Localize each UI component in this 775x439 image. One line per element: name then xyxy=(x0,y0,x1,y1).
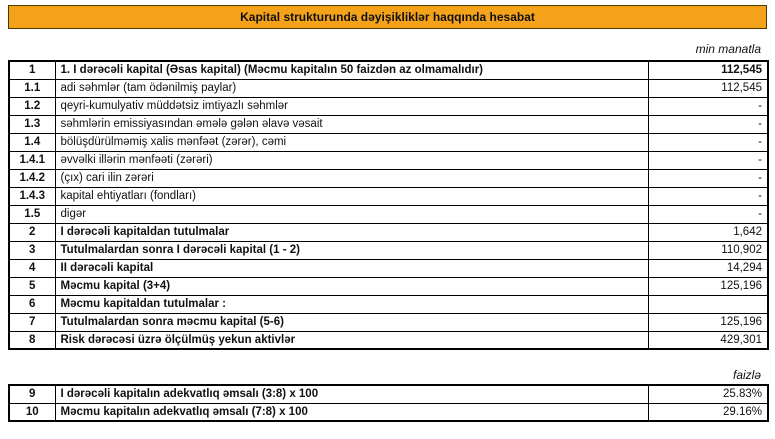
row-label: digər xyxy=(55,205,648,223)
table-row xyxy=(9,115,768,133)
adequacy-ratio-table xyxy=(8,384,769,422)
row-value: - xyxy=(648,187,768,205)
row-value xyxy=(648,295,768,313)
row-number: 5 xyxy=(9,277,55,295)
table-row xyxy=(9,205,768,223)
unit-note-thousand-manats: min manatla xyxy=(695,42,761,56)
table-row xyxy=(9,79,768,97)
row-label: Tutulmalardan sonra məcmu kapital (5-6) xyxy=(55,313,648,331)
row-number: 3 xyxy=(9,241,55,259)
row-number: 9 xyxy=(9,385,55,403)
row-value: - xyxy=(648,205,768,223)
row-label: adi səhmlər (tam ödənilmiş paylar) xyxy=(55,79,648,97)
row-value: - xyxy=(648,133,768,151)
row-number: 1.2 xyxy=(9,97,55,115)
row-value: - xyxy=(648,169,768,187)
row-label: Məcmu kapitalın adekvatlıq əmsalı (7:8) x 100 xyxy=(55,403,648,421)
row-label: Məcmu kapitaldan tutulmalar : xyxy=(55,295,648,313)
table-row xyxy=(9,151,768,169)
row-number: 1.4.1 xyxy=(9,151,55,169)
row-value: 112,545 xyxy=(648,61,768,79)
row-value: - xyxy=(648,115,768,133)
row-value: 29.16% xyxy=(648,403,768,421)
row-number: 1.4.2 xyxy=(9,169,55,187)
row-value: - xyxy=(648,97,768,115)
row-label: Risk dərəcəsi üzrə ölçülmüş yekun aktivlər xyxy=(55,331,648,349)
row-label: əvvəlki illərin mənfəəti (zərəri) xyxy=(55,151,648,169)
table-row xyxy=(9,385,768,403)
row-label: Tutulmalardan sonra I dərəcəli kapital (1 - 2) xyxy=(55,241,648,259)
capital-structure-table xyxy=(8,60,769,350)
row-number: 1.3 xyxy=(9,115,55,133)
row-label: bölüşdürülməmiş xalis mənfəət (zərər), cəmi xyxy=(55,133,648,151)
row-value: 14,294 xyxy=(648,259,768,277)
row-value: - xyxy=(648,151,768,169)
row-number: 4 xyxy=(9,259,55,277)
table-row xyxy=(9,259,768,277)
row-number: 7 xyxy=(9,313,55,331)
row-label: 1. I dərəcəli kapital (Əsas kapital) (Məcmu kapitalın 50 faizdən az olmamalıdır) xyxy=(55,61,648,79)
table-row xyxy=(9,169,768,187)
table-row xyxy=(9,61,768,79)
row-number: 10 xyxy=(9,403,55,421)
report-title: Kapital strukturunda dəyişikliklər haqqında hesabat xyxy=(240,10,535,24)
row-value: 125,196 xyxy=(648,277,768,295)
table-row xyxy=(9,223,768,241)
row-value: 25.83% xyxy=(648,385,768,403)
row-number: 1 xyxy=(9,61,55,79)
row-number: 6 xyxy=(9,295,55,313)
table-row xyxy=(9,97,768,115)
row-value: 1,642 xyxy=(648,223,768,241)
row-label: II dərəcəli kapital xyxy=(55,259,648,277)
row-label: Məcmu kapital (3+4) xyxy=(55,277,648,295)
row-value: 429,301 xyxy=(648,331,768,349)
row-number: 1.1 xyxy=(9,79,55,97)
row-label: (çıx) cari ilin zərəri xyxy=(55,169,648,187)
report-title-bar xyxy=(8,5,767,29)
row-value: 112,545 xyxy=(648,79,768,97)
row-label: I dərəcəli kapitalın adekvatlıq əmsalı (3:8) x 100 xyxy=(55,385,648,403)
table-row xyxy=(9,295,768,313)
row-number: 8 xyxy=(9,331,55,349)
row-label: kapital ehtiyatları (fondları) xyxy=(55,187,648,205)
table-row xyxy=(9,133,768,151)
row-number: 1.4 xyxy=(9,133,55,151)
row-label: səhmlərin emissiyasından əmələ gələn əlavə vəsait xyxy=(55,115,648,133)
table-row xyxy=(9,241,768,259)
row-number: 1.4.3 xyxy=(9,187,55,205)
table-row xyxy=(9,187,768,205)
row-label: I dərəcəli kapitaldan tutulmalar xyxy=(55,223,648,241)
row-label: qeyri-kumulyativ müddətsiz imtiyazlı səhmlər xyxy=(55,97,648,115)
table-row xyxy=(9,277,768,295)
row-value: 125,196 xyxy=(648,313,768,331)
table-row xyxy=(9,331,768,349)
row-number: 1.5 xyxy=(9,205,55,223)
row-value: 110,902 xyxy=(648,241,768,259)
unit-note-percent: faizlə xyxy=(732,368,761,382)
table-row xyxy=(9,313,768,331)
table-row xyxy=(9,403,768,421)
row-number: 2 xyxy=(9,223,55,241)
